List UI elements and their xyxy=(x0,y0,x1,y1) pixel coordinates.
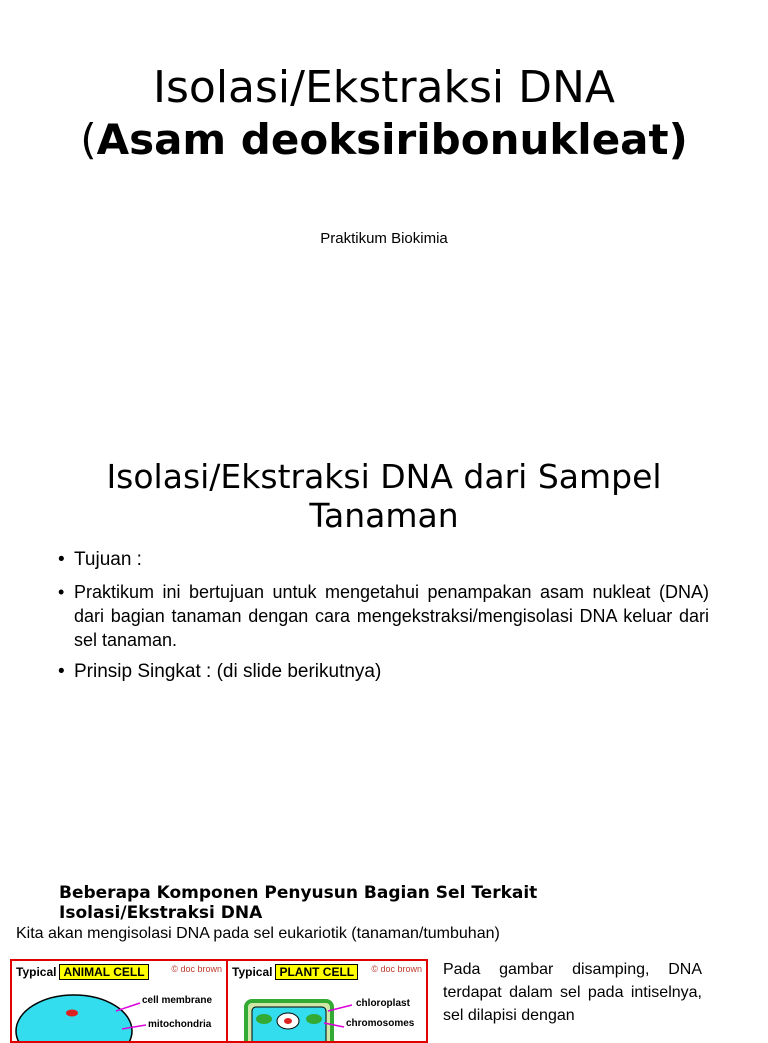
bullet-text: Prinsip Singkat : (di slide berikutnya) xyxy=(74,661,382,682)
slide-2-title: Isolasi/Ekstraksi DNA dari Sampel Tanaman xyxy=(106,457,662,535)
bullet-item xyxy=(58,580,709,652)
typical-label: Typical xyxy=(16,965,57,979)
title-line-1: Isolasi/Ekstraksi DNA xyxy=(153,62,615,113)
chloroplast-shape xyxy=(256,1014,272,1024)
slide-3-description: Pada gambar disamping, DNA terdapat dalam sel pada intiselnya, sel dilapisi dengan xyxy=(443,961,702,1024)
partial-label: mitochondria xyxy=(148,1019,212,1030)
slide-3-title: Beberapa Komponen Penyusun Bagian Sel Terkait Isolasi/Ekstraksi DNA xyxy=(59,883,538,923)
title-bold-text: Asam deoksiribonukleat) xyxy=(96,115,688,164)
slide-title xyxy=(0,62,768,166)
bullet-list xyxy=(58,548,709,692)
bullet-item xyxy=(58,548,709,572)
cell-membrane-label: cell membrane xyxy=(142,995,213,1006)
chloroplast-shape xyxy=(306,1014,322,1024)
bullet-item xyxy=(58,660,709,684)
credit-label: © doc brown xyxy=(371,964,422,974)
title-open-paren: ( xyxy=(80,115,97,164)
slide-subtitle: Praktikum Biokimia xyxy=(320,230,448,247)
bullet-dot: • xyxy=(58,549,65,570)
title-line-2 xyxy=(0,114,768,166)
nucleus-shape xyxy=(66,1010,78,1017)
animal-cell-body xyxy=(16,995,132,1041)
credit-label: © doc brown xyxy=(171,964,222,974)
partial-label: chromosomes xyxy=(346,1018,415,1029)
chloroplast-label: chloroplast xyxy=(356,998,410,1009)
bullet-dot: • xyxy=(58,582,65,602)
membrane-pointer xyxy=(116,1003,140,1011)
slide-3-intro: Kita akan mengisolasi DNA pada sel eukariotik (tanaman/tumbuhan) xyxy=(16,925,500,942)
bullet-text: Tujuan : xyxy=(74,549,142,570)
bullet-text: Praktikum ini bertujuan untuk mengetahui penampakan asam nukleat (DNA) dari bagian tanaman dengan cara mengekstraksi/mengisolasi DNA keluar dari sel tanaman. xyxy=(74,582,709,650)
animal-cell-diagram xyxy=(10,959,228,1043)
typical-label: Typical xyxy=(232,965,273,979)
plant-cell-diagram xyxy=(226,959,428,1043)
objective-slide xyxy=(0,430,768,850)
title-slide xyxy=(0,0,768,420)
animal-cell-tag: ANIMAL CELL xyxy=(59,964,148,980)
bullet-dot: • xyxy=(58,661,65,682)
nucleolus-shape xyxy=(284,1018,292,1024)
cell-components-slide xyxy=(0,870,768,1030)
plant-cell-tag: PLANT CELL xyxy=(275,964,358,980)
